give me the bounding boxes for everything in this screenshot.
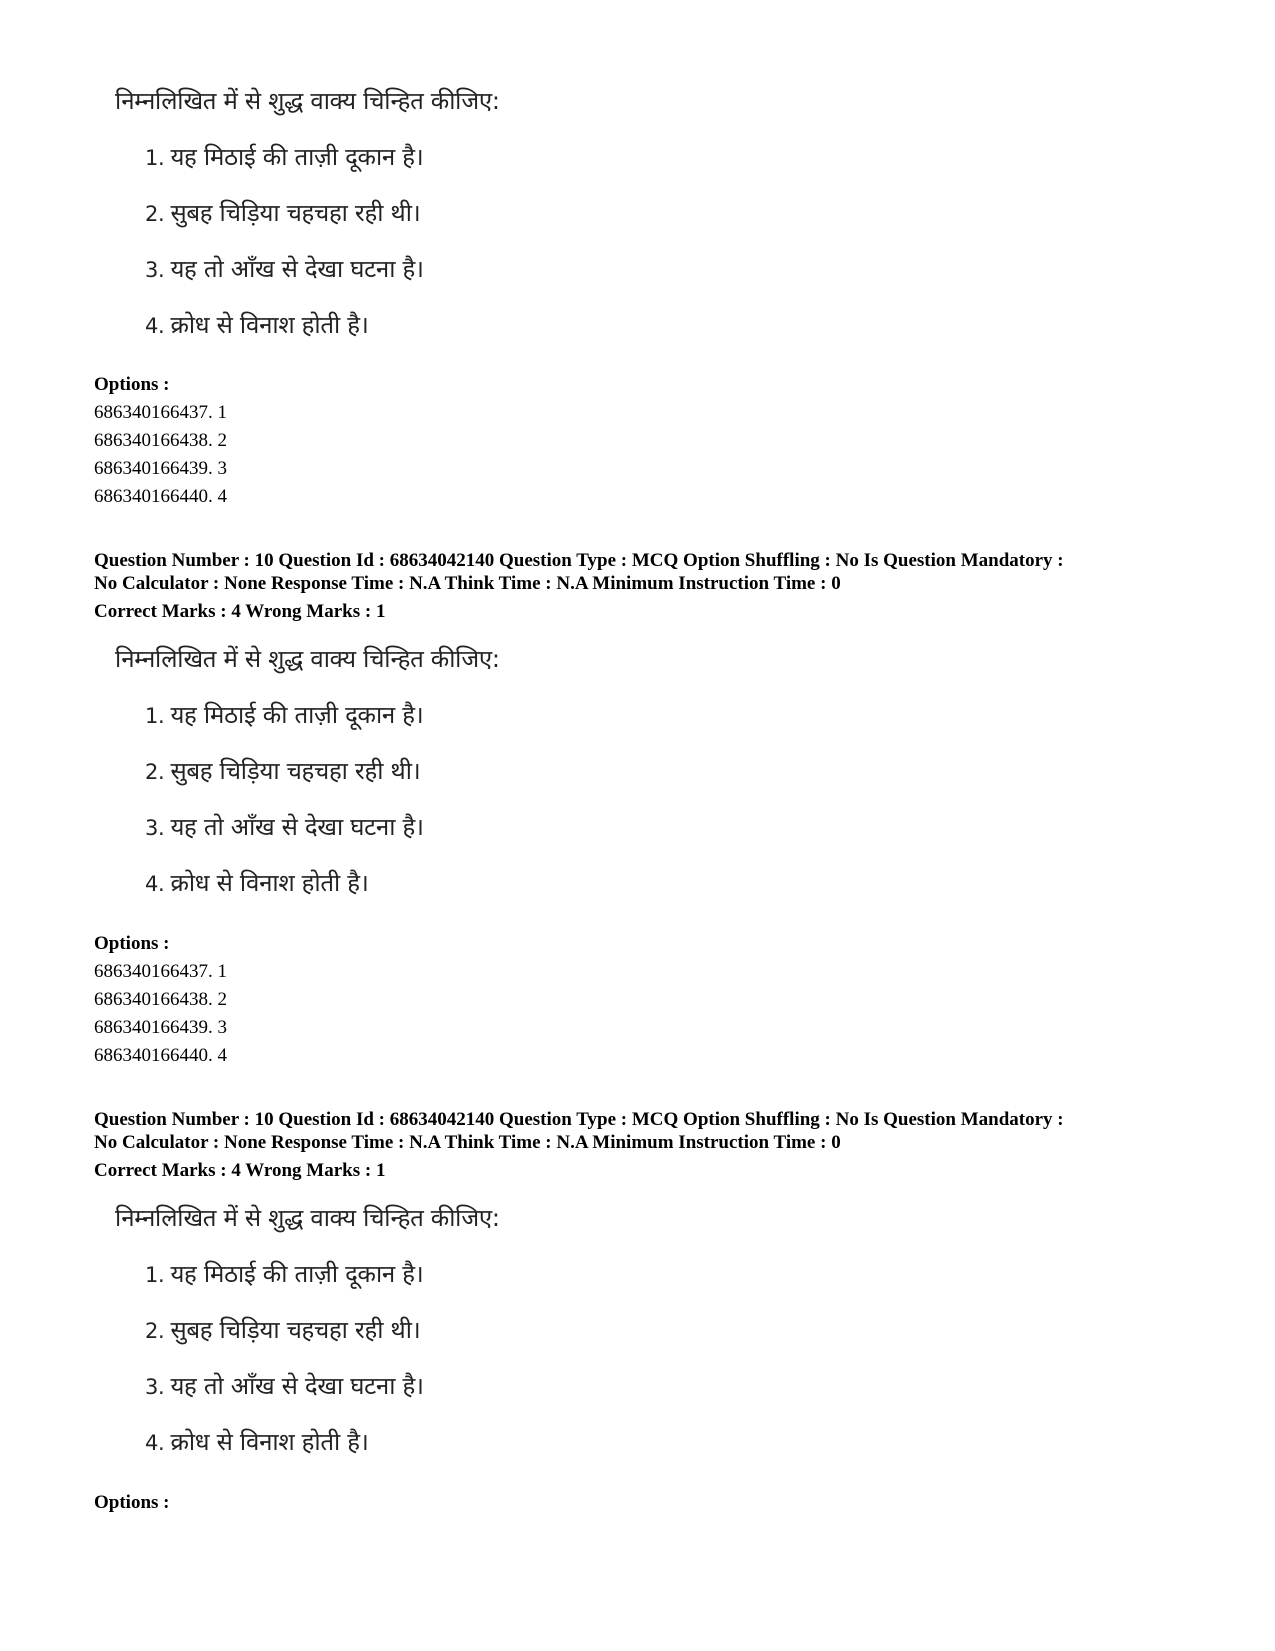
question-meta-line-2: No Calculator : None Response Time : N.A Think Time : N.A Minimum Instruction Time : 0 (94, 573, 841, 594)
question-meta-line-2: No Calculator : None Response Time : N.A Think Time : N.A Minimum Instruction Time : 0 (94, 1132, 841, 1153)
question-marks: Correct Marks : 4 Wrong Marks : 1 (94, 601, 386, 622)
question-meta-line-1: Question Number : 10 Question Id : 68634042140 Question Type : MCQ Option Shuffling : No Is Question Mandatory : (94, 1109, 1064, 1130)
option-row: 686340166439. 3 (94, 458, 227, 479)
question-instruction: निम्नलिखित में से शुद्ध वाक्य चिन्हित कीजिए: (115, 1204, 500, 1232)
options-label: Options : (94, 1492, 170, 1513)
question-item (145, 140, 423, 173)
question-item-number: 1. (145, 704, 165, 728)
options-label: Options : (94, 374, 170, 395)
question-item-number: 3. (145, 258, 165, 282)
question-item (145, 1257, 423, 1290)
question-instruction: निम्नलिखित में से शुद्ध वाक्य चिन्हित कीजिए: (115, 645, 500, 673)
question-instruction: निम्नलिखित में से शुद्ध वाक्य चिन्हित कीजिए: (115, 87, 500, 115)
question-item-number: 3. (145, 1375, 165, 1399)
question-item (145, 308, 369, 341)
question-item-text: यह मिठाई की ताज़ी दूकान है। (170, 1260, 424, 1288)
question-item-text: सुबह चिड़िया चहचहा रही थी। (170, 757, 421, 785)
question-item (145, 1369, 424, 1402)
question-item (145, 1425, 369, 1458)
option-row: 686340166440. 4 (94, 486, 227, 507)
question-item-number: 4. (145, 872, 165, 896)
question-item-text: सुबह चिड़िया चहचहा रही थी। (170, 199, 421, 227)
option-row: 686340166438. 2 (94, 989, 227, 1010)
question-item-text: क्रोध से विनाश होती है। (170, 1428, 369, 1456)
option-row: 686340166440. 4 (94, 1045, 227, 1066)
question-item-number: 4. (145, 1431, 165, 1455)
question-item-number: 1. (145, 1263, 165, 1287)
question-item-text: सुबह चिड़िया चहचहा रही थी। (170, 1316, 421, 1344)
question-item-text: यह मिठाई की ताज़ी दूकान है। (170, 701, 424, 729)
question-meta-line-1: Question Number : 10 Question Id : 68634042140 Question Type : MCQ Option Shuffling : No Is Question Mandatory : (94, 550, 1064, 571)
question-item-number: 2. (145, 760, 165, 784)
question-item (145, 252, 424, 285)
question-item-text: यह तो आँख से देखा घटना है। (170, 1372, 424, 1400)
question-item-text: क्रोध से विनाश होती है। (170, 311, 369, 339)
question-item (145, 866, 369, 899)
question-item (145, 754, 420, 787)
option-row: 686340166438. 2 (94, 430, 227, 451)
question-item-text: यह तो आँख से देखा घटना है। (170, 255, 424, 283)
option-row: 686340166437. 1 (94, 402, 227, 423)
question-item (145, 196, 420, 229)
question-marks: Correct Marks : 4 Wrong Marks : 1 (94, 1160, 386, 1181)
question-item (145, 1313, 420, 1346)
question-item-text: क्रोध से विनाश होती है। (170, 869, 369, 897)
question-item-text: यह तो आँख से देखा घटना है। (170, 813, 424, 841)
option-row: 686340166439. 3 (94, 1017, 227, 1038)
option-row: 686340166437. 1 (94, 961, 227, 982)
question-item-number: 4. (145, 314, 165, 338)
question-item-number: 2. (145, 1319, 165, 1343)
question-item (145, 698, 423, 731)
question-item-number: 2. (145, 202, 165, 226)
question-item (145, 810, 424, 843)
question-item-text: यह मिठाई की ताज़ी दूकान है। (170, 143, 424, 171)
question-item-number: 1. (145, 146, 165, 170)
options-label: Options : (94, 933, 170, 954)
question-item-number: 3. (145, 816, 165, 840)
